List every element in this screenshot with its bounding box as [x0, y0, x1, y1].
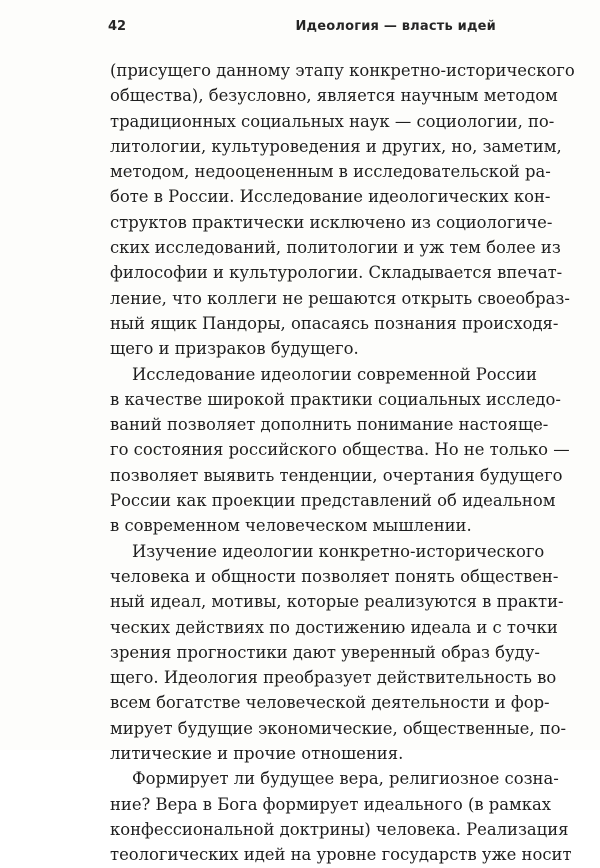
text-line: традиционных социальных наук — социологии, по-: [110, 111, 555, 131]
paragraph-4: [110, 766, 572, 867]
text-line: философии и культурологии. Складывается впечат-: [110, 263, 563, 283]
text-line: общества), безусловно, является научным методом: [110, 86, 558, 106]
text-line: Исследование идеологии современной России: [132, 364, 537, 384]
paragraph-3: [110, 539, 567, 767]
text-line: ный идеал, мотивы, которые реализуются в практи-: [110, 592, 564, 612]
text-line: мирует будущие экономические, общественные, по-: [110, 718, 567, 738]
text-line: теологических идей на уровне государств уже носит: [110, 845, 572, 865]
text-line: литологии, культуроведения и других, но, заметим,: [110, 136, 562, 156]
text-line: конфессиональной доктрины) человека. Реализация: [110, 819, 569, 839]
text-line: Изучение идеологии конкретно-исторического: [132, 541, 545, 561]
text-line: ный ящик Пандоры, опасаясь познания происходя-: [110, 313, 559, 333]
text-line: России как проекции представлений об идеальном: [110, 491, 556, 511]
text-line: всем богатстве человеческой деятельности и фор-: [110, 693, 550, 713]
text-line: ние? Вера в Бога формирует идеального (в рамках: [110, 794, 552, 814]
paragraph-1: [110, 58, 575, 362]
text-line: боте в России. Исследование идеологических кон-: [110, 187, 551, 207]
running-title: Идеология — власть идей: [295, 18, 496, 34]
text-body: [110, 58, 575, 868]
text-line: го состояния российского общества. Но не только —: [110, 440, 570, 460]
text-line: щего и призраков будущего.: [110, 339, 359, 359]
text-line: литические и прочие отношения.: [110, 744, 404, 764]
text-line: структов практически исключено из социологиче-: [110, 212, 553, 232]
text-line: ление, что коллеги не решаются открыть своеобраз-: [110, 288, 570, 308]
page-number: 42: [108, 18, 127, 34]
text-line: в современном человеческом мышлении.: [110, 516, 472, 536]
text-line: щего. Идеология преобразует действительность во: [110, 668, 557, 688]
paragraph-2: [110, 362, 570, 539]
text-line: позволяет выявить тенденции, очертания будущего: [110, 465, 563, 485]
text-line: методом, недооцененным в исследовательской ра-: [110, 162, 551, 182]
text-line: зрения прогностики дают уверенный образ буду-: [110, 642, 540, 662]
text-line: ваний позволяет дополнить понимание настояще-: [110, 415, 549, 435]
text-line: в качестве широкой практики социальных исследо-: [110, 389, 561, 409]
text-line: ских исследований, политологии и уж тем более из: [110, 238, 561, 258]
page-header: [108, 13, 496, 39]
text-line: (присущего данному этапу конкретно-исторического: [110, 61, 575, 80]
text-line: ческих действиях по достижению идеала и с точки: [110, 617, 558, 637]
text-line: человека и общности позволяет понять обществен-: [110, 566, 559, 586]
text-line: Формирует ли будущее вера, религиозное созна-: [132, 769, 559, 789]
